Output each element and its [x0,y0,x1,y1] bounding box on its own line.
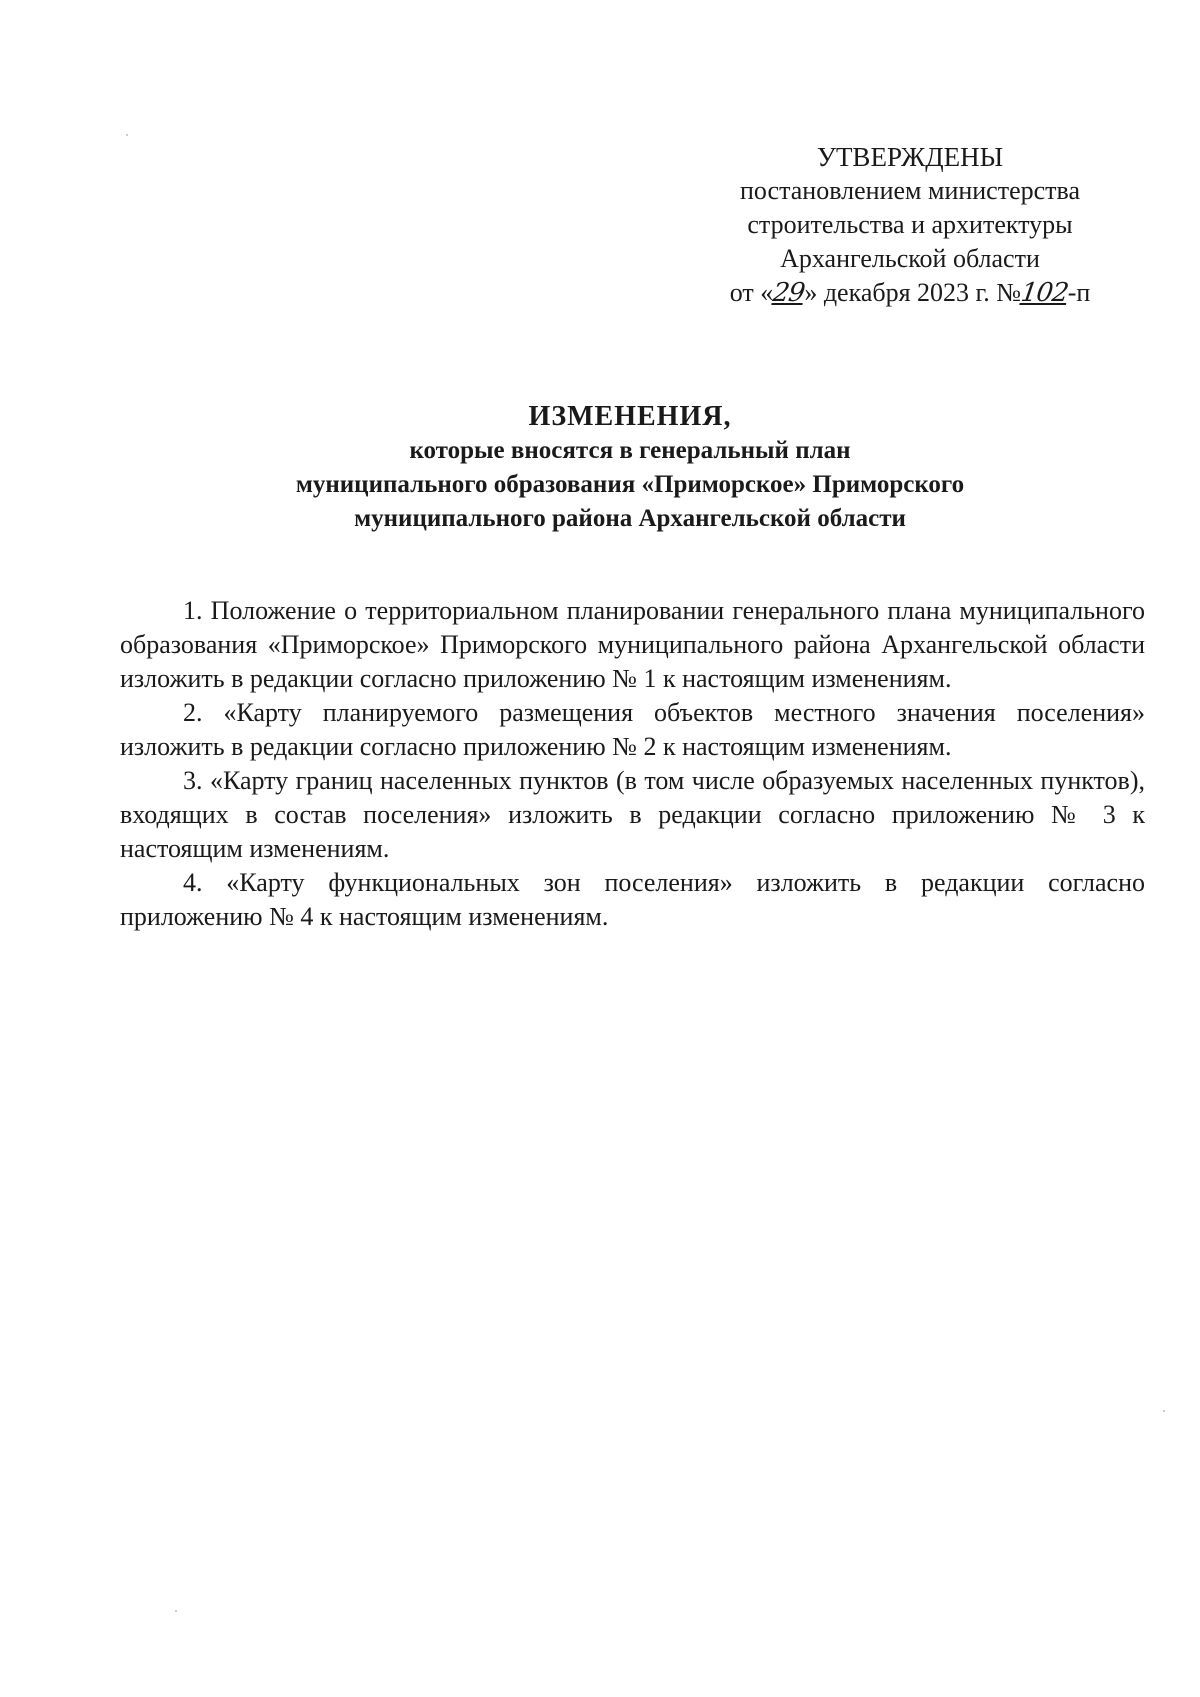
approval-stamp-block [700,140,1120,310]
document-subtitle-line-1: которые вносятся в генеральный план [409,437,851,464]
scan-speck [126,134,128,136]
document-heading [120,400,1140,536]
document-subtitle-line-3: муниципального района Архангельской области [354,505,906,532]
paragraph-item-1: 1. Положение о территориальном планировании генерального плана муниципального образования «Приморское» Приморского муниципального района Архангельской области изложить в редакции согласно приложению № 1 к настоящим изменениям. [120,596,1145,693]
scan-speck [1163,1410,1165,1412]
document-subtitle-line-2: муниципального образования «Приморское» Приморского [295,471,965,498]
paragraph-item-4: 4. «Карту функциональных зон поселения» изложить в редакции согласно приложению № 4 к настоящим изменениям. [120,868,1145,931]
handwritten-number: 102 [1018,278,1070,308]
approval-line-3: Архангельской области [780,244,1040,273]
document-title: ИЗМЕНЕНИЯ, [528,401,732,432]
approval-heading: УТВЕРЖДЕНЫ [816,142,1004,172]
paragraph-item-2: 2. «Карту планируемого размещения объектов местного значения поселения» изложить в редакции согласно приложению № 2 к настоящим изменениям. [120,698,1145,761]
approval-date-line [700,276,1120,310]
date-prefix: от « [729,278,774,307]
handwritten-day: 29 [771,278,807,308]
paragraph-item-3: 3. «Карту границ населенных пунктов (в том числе образуемых населенных пунктов), входящих в состав поселения» изложить в редакции согласно приложению № 3 к настоящим изменениям. [120,766,1145,863]
document-body [120,594,1145,934]
number-suffix: -п [1067,278,1091,307]
approval-line-2: строительства и архитектуры [747,210,1073,239]
scan-speck [175,1610,177,1612]
approval-line-1: постановлением министерства [739,176,1081,205]
date-middle: » декабря 2023 г. № [804,278,1022,307]
